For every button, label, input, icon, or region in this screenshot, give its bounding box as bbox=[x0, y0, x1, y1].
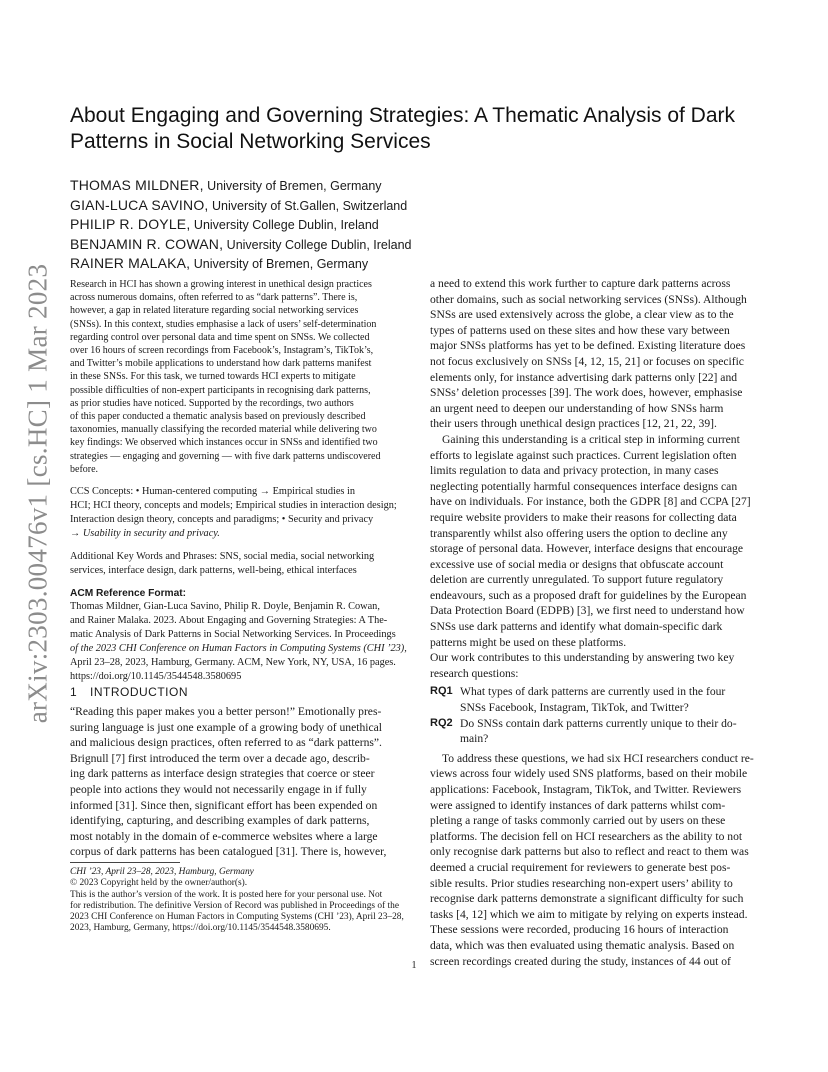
rq-line: Do SNSs contain dark patterns currently unique to their do- bbox=[460, 716, 737, 730]
body-line: deletion are currently unregulated. To support future regulatory bbox=[430, 573, 724, 587]
arxiv-stamp-text: arXiv:2303.00476v1 [cs.HC] 1 Mar 2023 bbox=[22, 263, 53, 723]
body-line: an urgent need to deepen our understanding of how SNSs harm bbox=[430, 401, 724, 415]
author-name: PHILIP R. DOYLE, bbox=[70, 216, 191, 232]
author-name: GIAN-LUCA SAVINO, bbox=[70, 196, 209, 213]
intro-line: ing dark patterns as interface design strategies that coerce or steer bbox=[70, 767, 375, 781]
body-line: These sessions were recorded, producing 16 hours of interaction bbox=[430, 923, 729, 937]
reference-line: and Rainer Malaka. 2023. About Engaging and Governing Strategies: A The- bbox=[70, 615, 388, 627]
author-entry bbox=[70, 196, 770, 216]
body-line: Our work contributes to this understanding by answering two key bbox=[430, 651, 735, 665]
footnote-line: for redistribution. The definitive Version of Record was published in Proceedings of the bbox=[70, 900, 400, 911]
intro-line: corpus of dark patterns has been catalogued [31]. There is, however, bbox=[70, 845, 387, 859]
abstract-line: across numerous domains, often referred to as “dark patterns”. There is, bbox=[70, 292, 358, 304]
author-entry bbox=[70, 254, 770, 274]
body-line: excessive use of social media or designs that obfuscate account bbox=[430, 557, 724, 571]
abstract-line: and Twitter’s mobile applications to understand how dark patterns manifest bbox=[70, 358, 372, 370]
left-column bbox=[70, 278, 407, 684]
research-question bbox=[430, 716, 760, 747]
intro-line: Brignull [7] first introduced the term over a decade ago, describ- bbox=[70, 751, 370, 765]
body-line: platforms. The decision fell on HCI researchers as the ability to not bbox=[430, 829, 743, 843]
title-line: About Engaging and Governing Strategies: A Thematic Analysis of Dark bbox=[70, 104, 736, 127]
intro-line: people into actions they would not necessarily engage in if fully bbox=[70, 782, 367, 796]
abstract-line: possible difficulties of non-expert participants in recognising dark patterns, bbox=[70, 384, 371, 396]
abstract-line: before. bbox=[70, 463, 99, 475]
introduction-section bbox=[70, 684, 400, 860]
reference-line: https://doi.org/10.1145/3544548.3580695 bbox=[70, 671, 242, 683]
body-line: have on individuals. For instance, both the GDPR [8] and CCPA [27] bbox=[430, 495, 751, 509]
body-line: efforts to legislate against such practices. Current legislation often bbox=[430, 448, 737, 462]
reference-line: Thomas Mildner, Gian-Luca Savino, Philip R. Doyle, Benjamin R. Cowan, bbox=[70, 601, 380, 613]
body-line: SNSs’ deletion processes [39]. The work does, however, emphasise bbox=[430, 386, 743, 400]
body-line: neglecting potentially harmful consequences interface designs can bbox=[430, 479, 738, 493]
body-line: SNSs are used extensively across the globe, a clear view as to the bbox=[430, 308, 734, 322]
body-line: patterns might be used on these platforms. bbox=[430, 635, 627, 649]
author-entry bbox=[70, 176, 770, 196]
author-affiliation: University of St.Gallen, Switzerland bbox=[208, 198, 408, 213]
abstract-line: (SNSs). In this context, studies emphasise a lack of users’ self-determination bbox=[70, 318, 377, 330]
abstract-line: key findings: We observed which instances occur in SNSs and identified two bbox=[70, 437, 378, 449]
body-line: data, which was then evaluated using thematic analysis. Based on bbox=[430, 938, 735, 952]
body-line: other domains, such as social networking services (SNSs). Although bbox=[430, 292, 747, 306]
abstract-line: however, a gap in related literature regarding social networking services bbox=[70, 305, 359, 317]
body-line: To address these questions, we had six HCI researchers conduct re- bbox=[442, 751, 754, 765]
author-affiliation: University of Bremen, Germany bbox=[203, 179, 382, 193]
author-affiliation: University College Dublin, Ireland bbox=[190, 218, 379, 232]
author-affiliation: University College Dublin, Ireland bbox=[223, 237, 412, 252]
body-line: limits regulation to data and privacy protection, in many cases bbox=[430, 464, 719, 478]
intro-line: suring language is just one example of a growing body of unethical bbox=[70, 720, 382, 734]
body-line: pleting a range of tasks commonly carried out by users on these bbox=[430, 814, 726, 828]
body-line: types of patterns used on these sites and how these vary between bbox=[430, 323, 730, 337]
body-line: major SNSs platforms has yet to be defined. Existing literature does bbox=[430, 339, 746, 353]
abstract-line: regarding control over personal data and time spent on SNSs. We collected bbox=[70, 331, 370, 343]
body-line: were assigned to identify instances of dark patterns whilst com- bbox=[430, 798, 726, 812]
body-line: endeavours, such as a proposed draft for guidelines by the European bbox=[430, 588, 747, 602]
body-line: only recognise dark patterns but also to reflect and react to them was bbox=[430, 845, 749, 859]
body-line: Data Protection Board (EDPB) [3], we first need to understand how bbox=[430, 604, 745, 618]
body-line: SNSs use dark patterns and identify what domain-specific dark bbox=[430, 620, 723, 634]
intro-line: and malicious design practices, often referred to as “dark patterns”. bbox=[70, 736, 382, 750]
body-line: tasks [4, 12] which we aim to mitigate by relying on experts instead. bbox=[430, 907, 748, 921]
keywords-line: services, interface design, dark patterns, well-being, ethical interfaces bbox=[70, 565, 357, 577]
body-line: require website providers to make their reasons for collecting data bbox=[430, 510, 737, 524]
author-name: RAINER MALAKA, bbox=[70, 255, 191, 271]
body-line: views across four widely used SNS platforms, based on their mobile bbox=[430, 767, 748, 781]
intro-line: informed [31]. Since then, significant effort has been expended on bbox=[70, 798, 378, 812]
abstract-line: strategies — engaging and governing — with five dark patterns undiscovered bbox=[70, 450, 381, 462]
body-line: deemed a crucial requirement for reviewers to generate best pos- bbox=[430, 860, 731, 874]
footnote-line: 2023 CHI Conference on Human Factors in Computing Systems (CHI ’23), April 23–28, bbox=[70, 912, 404, 923]
intro-line: identifying, capturing, and describing examples of dark patterns, bbox=[70, 814, 370, 828]
body-line: recognise dark patterns demonstrate a significant difficulty for such bbox=[430, 892, 744, 906]
paper-title bbox=[70, 103, 760, 155]
footnote-line: CHI ’23, April 23–28, 2023, Hamburg, Germany bbox=[70, 867, 254, 877]
reference-line: of the 2023 CHI Conference on Human Factors in Computing Systems (CHI ’23), bbox=[70, 643, 407, 655]
section-title: INTRODUCTION bbox=[90, 685, 188, 699]
ccs-line: → Usability in security and privacy. bbox=[70, 528, 220, 540]
reference-heading: ACM Reference Format: bbox=[70, 588, 187, 600]
author-entry bbox=[70, 235, 770, 255]
footnote-line: 2023, Hamburg, Germany, https://doi.org/10.1145/3544548.3580695. bbox=[70, 923, 331, 934]
rq-line: What types of dark patterns are currently used in the four bbox=[460, 685, 726, 699]
rq-label: RQ1 bbox=[430, 685, 453, 698]
intro-line: “Reading this paper makes you a better person!” Emotionally pres- bbox=[70, 705, 382, 718]
body-line: elements only, for instance advertising dark patterns only [22] and bbox=[430, 370, 738, 384]
abstract-line: of this paper conducted a thematic analysis based on previously described bbox=[70, 411, 366, 423]
arxiv-stamp bbox=[8, 263, 68, 723]
reference-line: April 23–28, 2023, Hamburg, Germany. ACM, New York, NY, USA, 16 pages. bbox=[70, 657, 396, 669]
ccs-line: Interaction design theory, concepts and paradigms; • Security and privacy bbox=[70, 514, 374, 526]
right-column bbox=[430, 276, 760, 969]
abstract bbox=[70, 278, 400, 476]
body-line: not focus exclusively on SNSs [4, 12, 15, 21] or focuses on specific bbox=[430, 354, 744, 368]
abstract-line: over 16 hours of screen recordings from Facebook’s, Instagram’s, TikTok’s, bbox=[70, 345, 374, 357]
section-heading bbox=[70, 684, 400, 700]
abstract-line: taxonomies, manually classifying the recorded material while delivering two bbox=[70, 424, 377, 436]
page-number: 1 bbox=[411, 960, 417, 971]
body-line: applications: Facebook, Instagram, TikTok, and Twitter. Reviewers bbox=[430, 783, 742, 796]
rq-line: SNSs Facebook, Instagram, TikTok, and Twitter? bbox=[460, 701, 689, 715]
footnote-rule bbox=[70, 862, 180, 863]
rq-label: RQ2 bbox=[430, 716, 453, 729]
abstract-line: in these SNSs. For this task, we turned towards HCI experts to mitigate bbox=[70, 371, 356, 383]
body-line: their users through unethical design practices [12, 21, 22, 39]. bbox=[430, 417, 717, 431]
ccs-concepts bbox=[70, 485, 400, 541]
body-line: screen recordings created during the study, instances of 44 out of bbox=[430, 954, 731, 968]
keywords bbox=[70, 550, 400, 578]
keywords-line: Additional Key Words and Phrases: SNS, social media, social networking bbox=[70, 551, 375, 563]
body-line: a need to extend this work further to capture dark patterns across bbox=[430, 277, 731, 290]
acm-reference bbox=[70, 587, 407, 684]
abstract-line: as prior studies have noticed. Supported by the recordings, two authors bbox=[70, 397, 354, 409]
author-entry bbox=[70, 215, 770, 235]
body-line: storage of personal data. However, interface designs that encourage bbox=[430, 542, 744, 556]
author-name: THOMAS MILDNER, bbox=[70, 177, 204, 193]
body-line: transparently whilst also offering users the option to decline any bbox=[430, 526, 728, 540]
body-line: Gaining this understanding is a critical step in informing current bbox=[442, 432, 740, 446]
ccs-line: HCI; HCI theory, concepts and models; Empirical studies in interaction design; bbox=[70, 500, 397, 512]
footnote-line: This is the author’s version of the work. It is posted here for your personal use. Not bbox=[70, 889, 383, 900]
abstract-line: Research in HCI has shown a growing interest in unethical design practices bbox=[70, 279, 372, 290]
author-list bbox=[70, 176, 770, 274]
intro-line: most notably in the domain of e-commerce websites where a large bbox=[70, 829, 378, 843]
rq-line: main? bbox=[460, 732, 489, 746]
author-name: BENJAMIN R. COWAN, bbox=[70, 235, 224, 252]
footnote-line: © 2023 Copyright held by the owner/author(s). bbox=[70, 878, 248, 889]
research-question bbox=[430, 684, 760, 715]
section-number: 1 bbox=[70, 685, 78, 699]
author-affiliation: University of Bremen, Germany bbox=[190, 257, 369, 271]
title-line: Patterns in Social Networking Services bbox=[70, 130, 431, 153]
body-line: sible results. Prior studies researching non-expert users’ ability to bbox=[430, 876, 733, 890]
footnote bbox=[70, 856, 404, 935]
ccs-line: CCS Concepts: • Human-centered computing → Empirical studies in bbox=[70, 486, 356, 498]
body-line: research questions: bbox=[430, 666, 519, 680]
reference-line: matic Analysis of Dark Patterns in Social Networking Services. In Proceedings bbox=[70, 629, 396, 641]
